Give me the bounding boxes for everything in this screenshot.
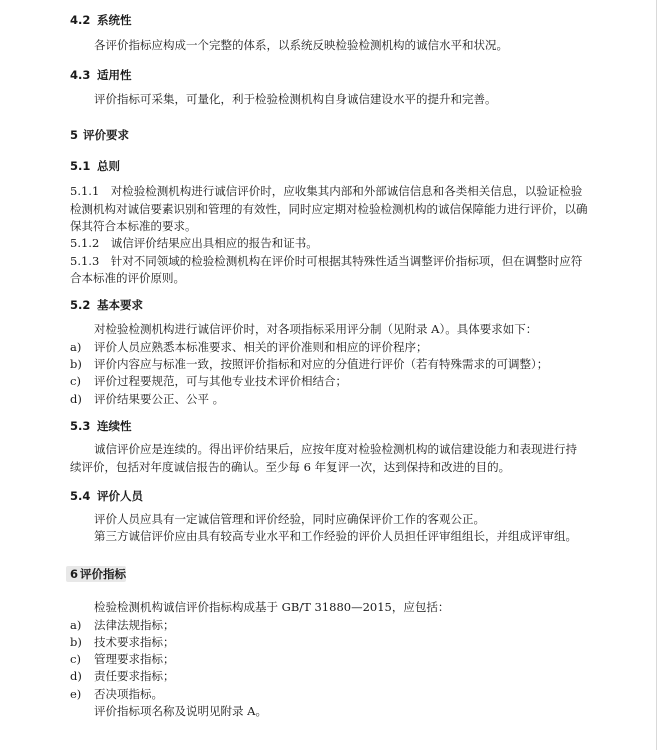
paragraph: 第三方诚信评价应由具有较高专业水平和工作经验的评价人员担任评审组组长，并组成评审组。	[94, 529, 577, 543]
paragraph: 对检验检测机构进行诚信评价时，对各项指标采用评分制（见附录 A）。具体要求如下：	[94, 322, 538, 336]
heading-5-2: 5.2 基本要求	[70, 298, 143, 312]
clause-5-1-1-line: 检测机构对诚信要素识别和管理的有效性，同时应定期对检验检测机构的诚信保障能力进行评价，以确	[70, 202, 588, 216]
heading-5-1: 5.1 总则	[70, 159, 120, 173]
heading-5-3: 5.3 连续性	[70, 419, 132, 433]
heading-5: 5 评价要求	[70, 128, 129, 142]
clause-5-1-2: 5.1.2 诚信评价结果应出具相应的报告和证书。	[70, 236, 318, 250]
paragraph: 评价指标项名称及说明见附录 A。	[94, 704, 267, 718]
paragraph: 检验检测机构诚信评价指标构成基于 GB/T 31880—2015，应包括：	[94, 600, 450, 614]
list-item: c) 管理要求指标；	[70, 652, 175, 666]
paragraph: 评价指标可采集，可量化，利于检验检测机构自身诚信建设水平的提升和完善。	[94, 92, 497, 106]
list-item: a) 法律法规指标；	[70, 618, 175, 632]
list-item: b) 技术要求指标；	[70, 635, 175, 649]
clause-5-1-3-line: 合本标准的评价原则。	[70, 271, 185, 285]
list-item: d) 评价结果要公正、公平 。	[70, 392, 225, 406]
heading-4-2: 4.2 系统性	[70, 13, 132, 27]
paragraph: 各评价指标应构成一个完整的体系，以系统反映检验检测机构的诚信水平和状况。	[94, 38, 508, 52]
clause-5-1-1-line: 保其符合本标准的要求。	[70, 219, 197, 233]
list-item: c) 评价过程要规范，可与其他专业技术评价相结合；	[70, 374, 347, 388]
paragraph: 续评价，包括对年度诚信报告的确认。至少每 6 年复评一次，达到保持和改进的目的。	[70, 460, 511, 474]
paragraph: 诚信评价应是连续的。得出评价结果后，应按年度对检验检测机构的诚信建设能力和表现进行持	[94, 442, 577, 456]
heading-5-4: 5.4 评价人员	[70, 489, 143, 503]
list-item: e) 否决项指标。	[70, 687, 163, 701]
clause-5-1-3-line: 5.1.3 针对不同领域的检验检测机构在评价时可根据其特殊性适当调整评价指标项，但在调整时应符	[70, 254, 583, 268]
list-item: d) 责任要求指标；	[70, 669, 175, 683]
paragraph: 评价人员应具有一定诚信管理和评价经验，同时应确保评价工作的客观公正。	[94, 512, 485, 526]
clause-5-1-1-line: 5.1.1 对检验检测机构进行诚信评价时，应收集其内部和外部诚信信息和各类相关信息，以验证检验	[70, 184, 583, 198]
list-item: b) 评价内容应与标准一致，按照评价指标和对应的分值进行评价（若有特殊需求的可调整）；	[70, 357, 549, 371]
heading-6: 6 评价指标	[66, 566, 126, 582]
heading-4-3: 4.3 适用性	[70, 68, 132, 82]
list-item: a) 评价人员应熟悉本标准要求、相关的评价准则和相应的评价程序；	[70, 340, 428, 354]
